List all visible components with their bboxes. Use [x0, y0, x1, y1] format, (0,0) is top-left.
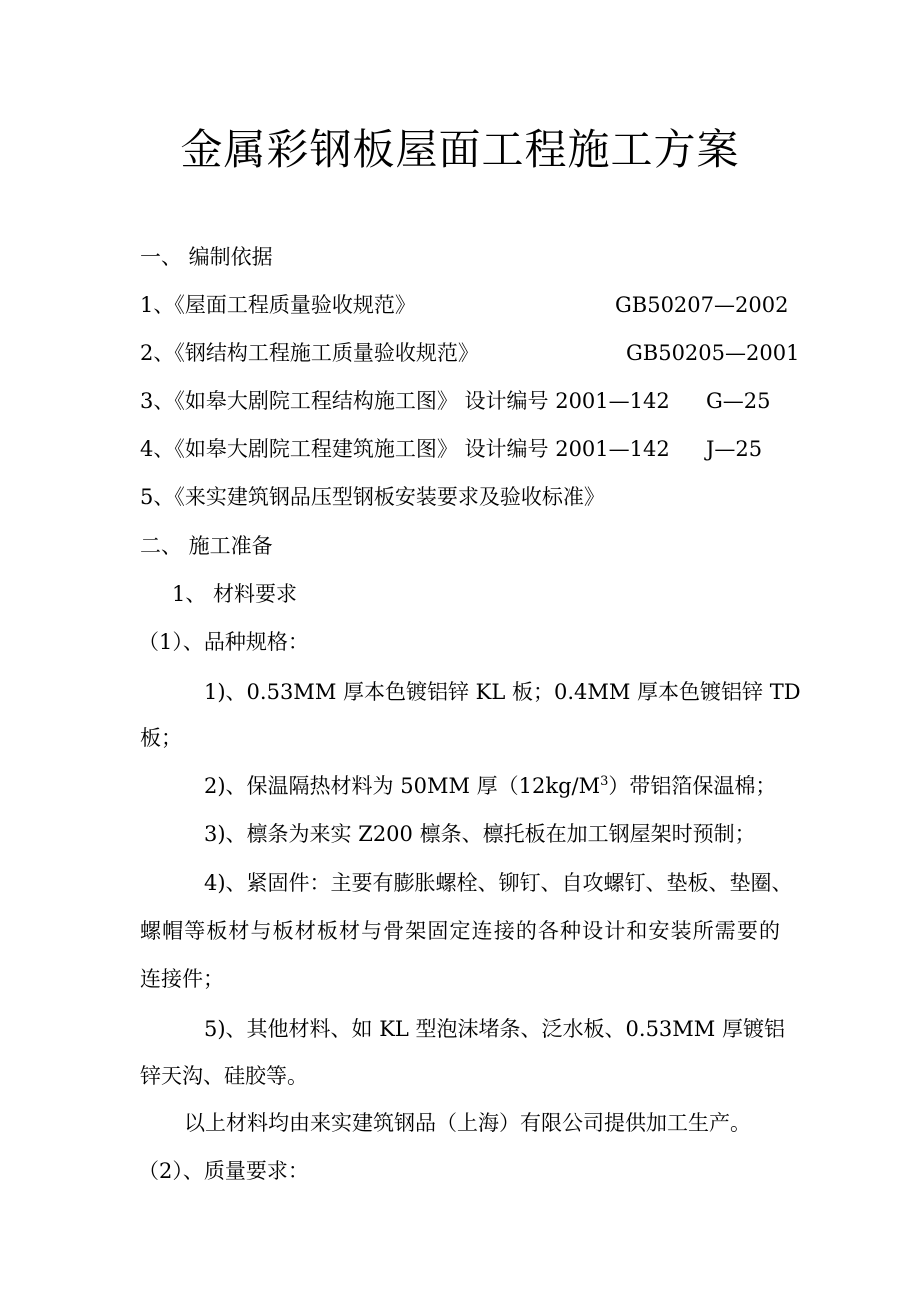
ref-2-name: 2、《钢结构工程施工质量验收规范》: [140, 341, 479, 365]
para-5-line-2: 锌天沟、硅胶等。: [140, 1064, 308, 1088]
para-1-line-2: 板；: [140, 726, 182, 750]
para-2-superscript: 3: [600, 774, 609, 789]
para-2-text-a: 2)、保温隔热材料为 50MM 厚（12kg/M: [204, 774, 601, 798]
subheading-materials: 1、 材料要求: [172, 582, 298, 606]
para-4-line-3: 连接件；: [140, 967, 224, 991]
ref-4-code: J—25: [706, 437, 763, 461]
ref-4-name: 4、《如皋大剧院工程建筑施工图》 设计编号 2001—142: [140, 437, 670, 461]
ref-2-code: GB50205—2001: [626, 341, 800, 365]
section-heading-2: 二、 施工准备: [140, 534, 273, 558]
para-5-line-1: 5)、其他材料、如 KL 型泡沫堵条、泛水板、0.53MM 厚镀铝: [204, 1017, 785, 1041]
ref-5-name: 5、《来实建筑钢品压型钢板安装要求及验收标准》: [140, 485, 605, 509]
para-2-text-b: ）带铝箔保温棉；: [608, 774, 777, 798]
ref-3-code: G—25: [706, 389, 771, 413]
para-4-line-1: 4)、紧固件：主要有膨胀螺栓、铆钉、自攻螺钉、垫板、垫圈、: [204, 871, 793, 895]
ref-1-name: 1、《屋面工程质量验收规范》: [140, 293, 416, 317]
ref-3-name: 3、《如皋大剧院工程结构施工图》 设计编号 2001—142: [140, 389, 670, 413]
page-title: 金属彩钢板屋面工程施工方案: [180, 125, 740, 174]
para-1-line-1: 1)、0.53MM 厚本色镀铝锌 KL 板；0.4MM 厚本色镀铝锌 TD: [204, 680, 801, 704]
ref-1-code: GB50207—2002: [615, 293, 789, 317]
para-6: 以上材料均由来实建筑钢品（上海）有限公司提供加工生产。: [184, 1111, 751, 1135]
para-2: [204, 771, 776, 801]
para-4-line-2: 螺帽等板材与板材板材与骨架固定连接的各种设计和安装所需要的: [140, 919, 780, 943]
section-heading-1: 一、 编制依据: [140, 245, 273, 269]
para-3: 3)、檩条为来实 Z200 檩条、檩托板在加工钢屋架时预制；: [204, 822, 756, 846]
item-varieties: （1）、品种规格：: [138, 630, 309, 654]
item-quality: （2）、质量要求：: [138, 1159, 309, 1183]
